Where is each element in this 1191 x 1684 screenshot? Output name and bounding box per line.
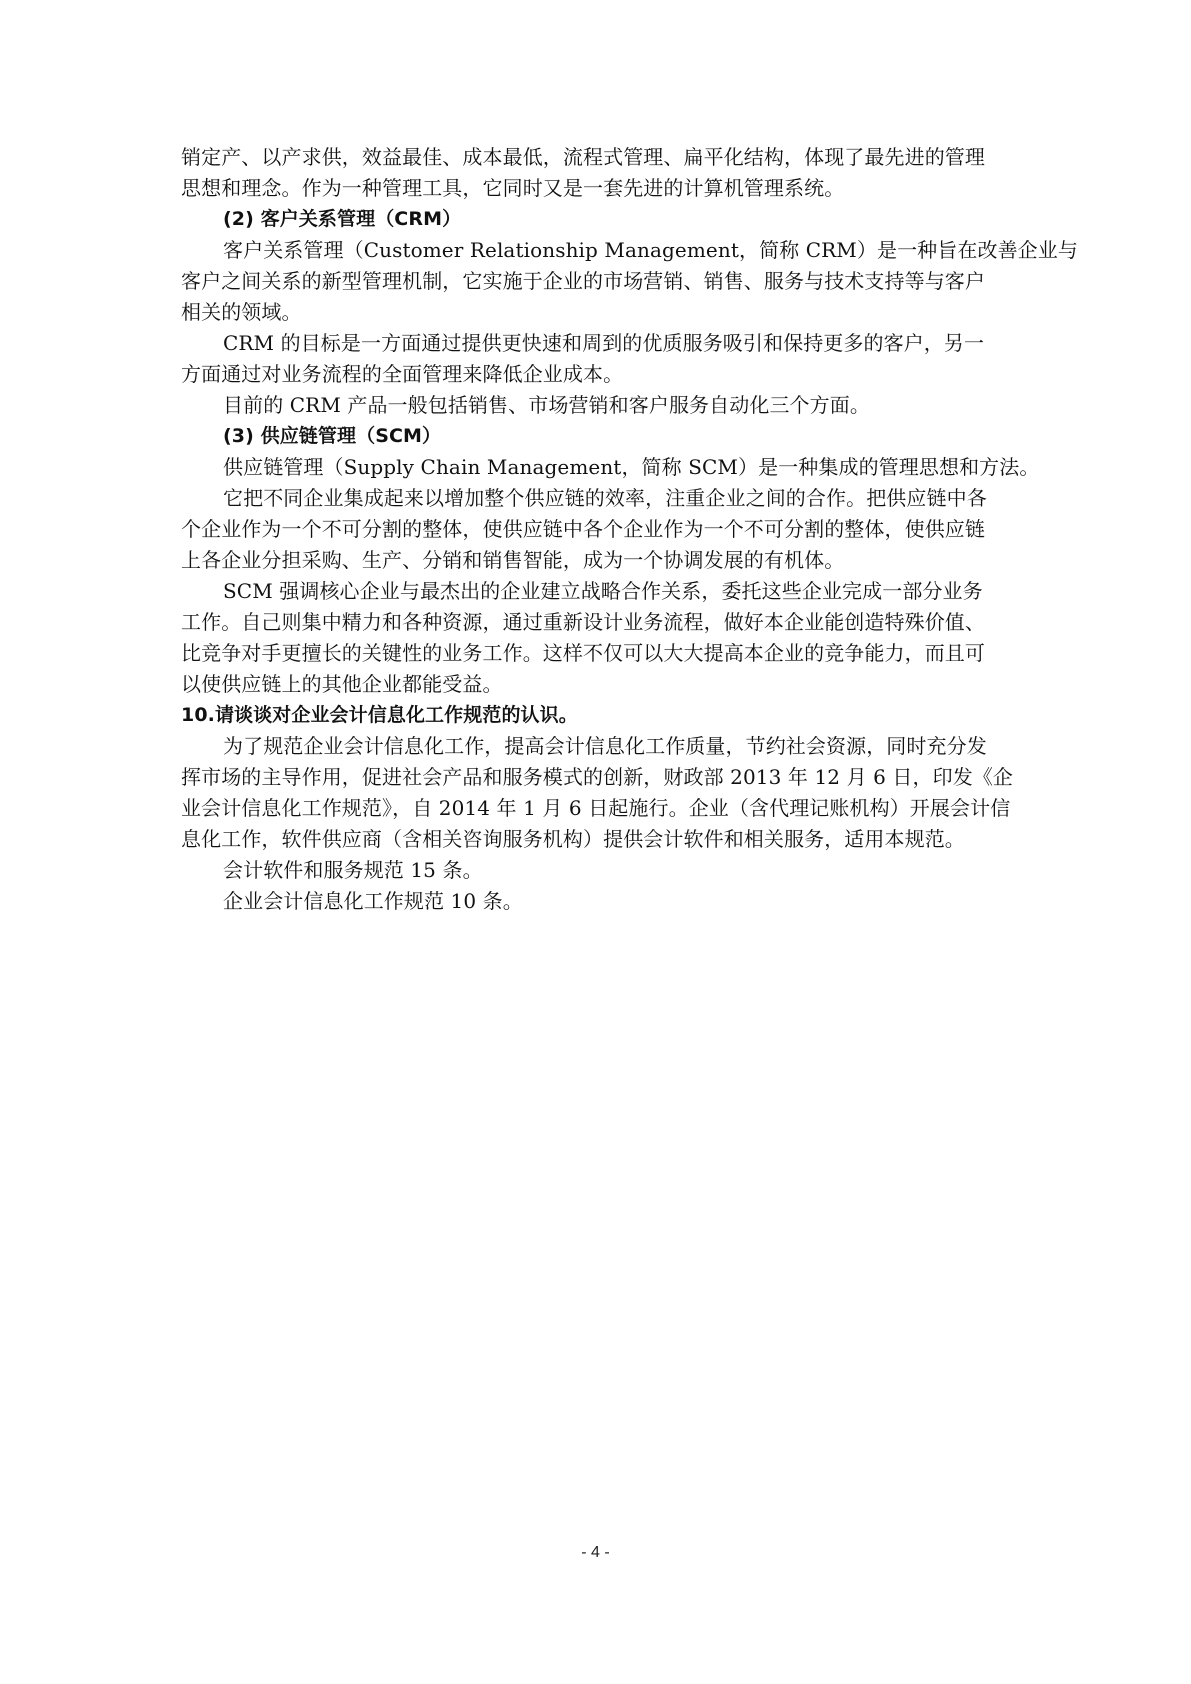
section-heading-scm: (3) 供应链管理（SCM） [223, 425, 442, 447]
text-line: 企业会计信息化工作规范 10 条。 [223, 889, 523, 913]
text-line: 比竞争对手更擅长的关键性的业务工作。这样不仅可以大大提高本企业的竞争能力，而且可 [181, 641, 985, 665]
text-line: 会计软件和服务规范 15 条。 [223, 858, 483, 882]
text-line: 相关的领域。 [181, 300, 302, 324]
text-line: 销定产、以产求供，效益最佳、成本最低，流程式管理、扁平化结构，体现了最先进的管理 [181, 145, 985, 169]
text-line: 上各企业分担采购、生产、分销和销售智能，成为一个协调发展的有机体。 [181, 548, 845, 572]
document-body [181, 142, 1078, 917]
text-line: 为了规范企业会计信息化工作，提高会计信息化工作质量，节约社会资源，同时充分发 [223, 734, 987, 758]
text-line: 客户之间关系的新型管理机制，它实施于企业的市场营销、销售、服务与技术支持等与客户 [181, 269, 985, 293]
text-line: 业会计信息化工作规范》，自 2014 年 1 月 6 日起施行。企业（含代理记账机构）开展会计信 [181, 796, 1011, 820]
section-heading-crm: (2) 客户关系管理（CRM） [223, 208, 462, 230]
text-line: 个企业作为一个不可分割的整体，使供应链中各个企业作为一个不可分割的整体，使供应链 [181, 517, 985, 541]
question-heading: 10.请谈谈对企业会计信息化工作规范的认识。 [181, 704, 578, 726]
text-line: 息化工作，软件供应商（含相关咨询服务机构）提供会计软件和相关服务，适用本规范。 [181, 827, 965, 851]
text-line: 以使供应链上的其他企业都能受益。 [181, 672, 503, 696]
text-line: 它把不同企业集成起来以增加整个供应链的效率，注重企业之间的合作。把供应链中各 [223, 486, 987, 510]
text-line: SCM 强调核心企业与最杰出的企业建立战略合作关系，委托这些企业完成一部分业务 [223, 579, 983, 603]
text-line: 思想和理念。作为一种管理工具，它同时又是一套先进的计算机管理系统。 [181, 176, 845, 200]
text-line: 客户关系管理（Customer Relationship Management，简称 CRM）是一种旨在改善企业与 [223, 238, 1078, 262]
text-line: CRM 的目标是一方面通过提供更快速和周到的优质服务吸引和保持更多的客户，另一 [223, 331, 985, 355]
text-line: 方面通过对业务流程的全面管理来降低企业成本。 [181, 362, 624, 386]
page-number: - 4 - [581, 1544, 610, 1561]
text-line: 目前的 CRM 产品一般包括销售、市场营销和客户服务自动化三个方面。 [223, 393, 870, 417]
text-line: 挥市场的主导作用，促进社会产品和服务模式的创新，财政部 2013 年 12 月 6 日，印发《企 [181, 765, 1014, 789]
text-line: 工作。自己则集中精力和各种资源，通过重新设计业务流程，做好本企业能创造特殊价值、 [181, 610, 985, 634]
text-line: 供应链管理（Supply Chain Management，简称 SCM）是一种集成的管理思想和方法。 [223, 455, 1040, 479]
